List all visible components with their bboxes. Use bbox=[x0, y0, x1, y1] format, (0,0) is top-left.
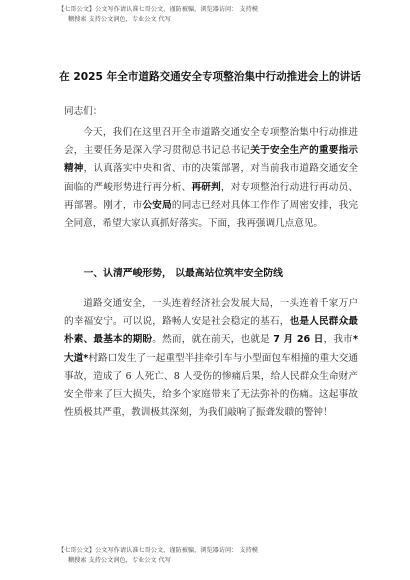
paragraph-section-1-bold-2: 7 月 26 日 bbox=[273, 334, 324, 346]
paragraph-intro-text-3: ，对专项整治行动进行再动员、再部署。刚才，市 bbox=[64, 181, 359, 211]
salutation: 同志们： bbox=[64, 106, 103, 117]
paragraph-intro-bold-1: 关于安全生产的重要指示精神 bbox=[64, 145, 359, 175]
paragraph-section-1-text-3: ，我市 bbox=[323, 334, 353, 346]
watermark-header-line2: 糊搜索 支持公文润色，专业公文 代写 bbox=[68, 15, 171, 23]
paragraph-section-1-text-2: 。然而，就在前天，也就是 bbox=[152, 334, 274, 346]
paragraph-section-1-bold-1: 也是人民群众最朴素、最基本的期盼 bbox=[64, 316, 359, 346]
paragraph-intro-text-4: 的同志已经对具体工作作了周密安排，我完全同意，希望大家认真抓好落实。下面，我再强调几点意见。 bbox=[64, 199, 359, 230]
paragraph-intro bbox=[64, 124, 358, 233]
paragraph-section-1-text-4: 村路口发生了一起重型半挂牵引车与小型面包车相撞的重大交通事故，造成了 6 人死亡、8 人受伤的惨痛后果，给人民群众生命财产安全带来了巨大损失，给多个家庭带来了无法弥补的伤痛。这起事故性质极其严重，教训极其深刻，为我们敲响了振聋发聩的警钟！ bbox=[64, 352, 359, 419]
paragraph-intro-text-2: ，认真落实中央和省、市的决策部署，对当前我市道路交通安全面临的严峻形势进行再分析、 bbox=[64, 163, 359, 193]
watermark-footer-line1: 【七哥公文】公文写作请认准七哥公文，谨防被骗，浏览器访问： 支持模 bbox=[58, 547, 258, 554]
document-title: 在 2025 年全市道路交通安全专项整治集中行动推进会上的讲话 bbox=[59, 71, 361, 83]
paragraph-section-1 bbox=[64, 295, 358, 422]
paragraph-section-1-bold-3: *大道* bbox=[64, 334, 359, 364]
watermark-header-line1: 【七哥公文】公文写作请认准七哥公文，谨防被骗，浏览器访问： 支持模 bbox=[58, 6, 258, 13]
section-heading-1: 一、认清严峻形势， 以最高站位筑牢安全防线 bbox=[83, 268, 283, 279]
paragraph-section-1-text-1: 道路交通安全，一头连着经济社会发展大局，一头连着千家万户的幸福安宁。可以说，路畅人安是社会稳定的基石， bbox=[64, 298, 358, 328]
watermark-header bbox=[58, 5, 368, 24]
watermark-footer-line2: 糊搜索 支持公文润色，专业公文 代写 bbox=[68, 556, 171, 564]
watermark-footer bbox=[58, 546, 368, 565]
paragraph-intro-text-1: 今天，我们在这里召开全市道路交通安全专项整治集中行动推进会，主要任务是深入学习贯彻总书记总书记 bbox=[64, 127, 358, 157]
paragraph-intro-bold-2: 再研判 bbox=[191, 181, 221, 193]
paragraph-intro-bold-3: 公安局 bbox=[142, 199, 172, 211]
